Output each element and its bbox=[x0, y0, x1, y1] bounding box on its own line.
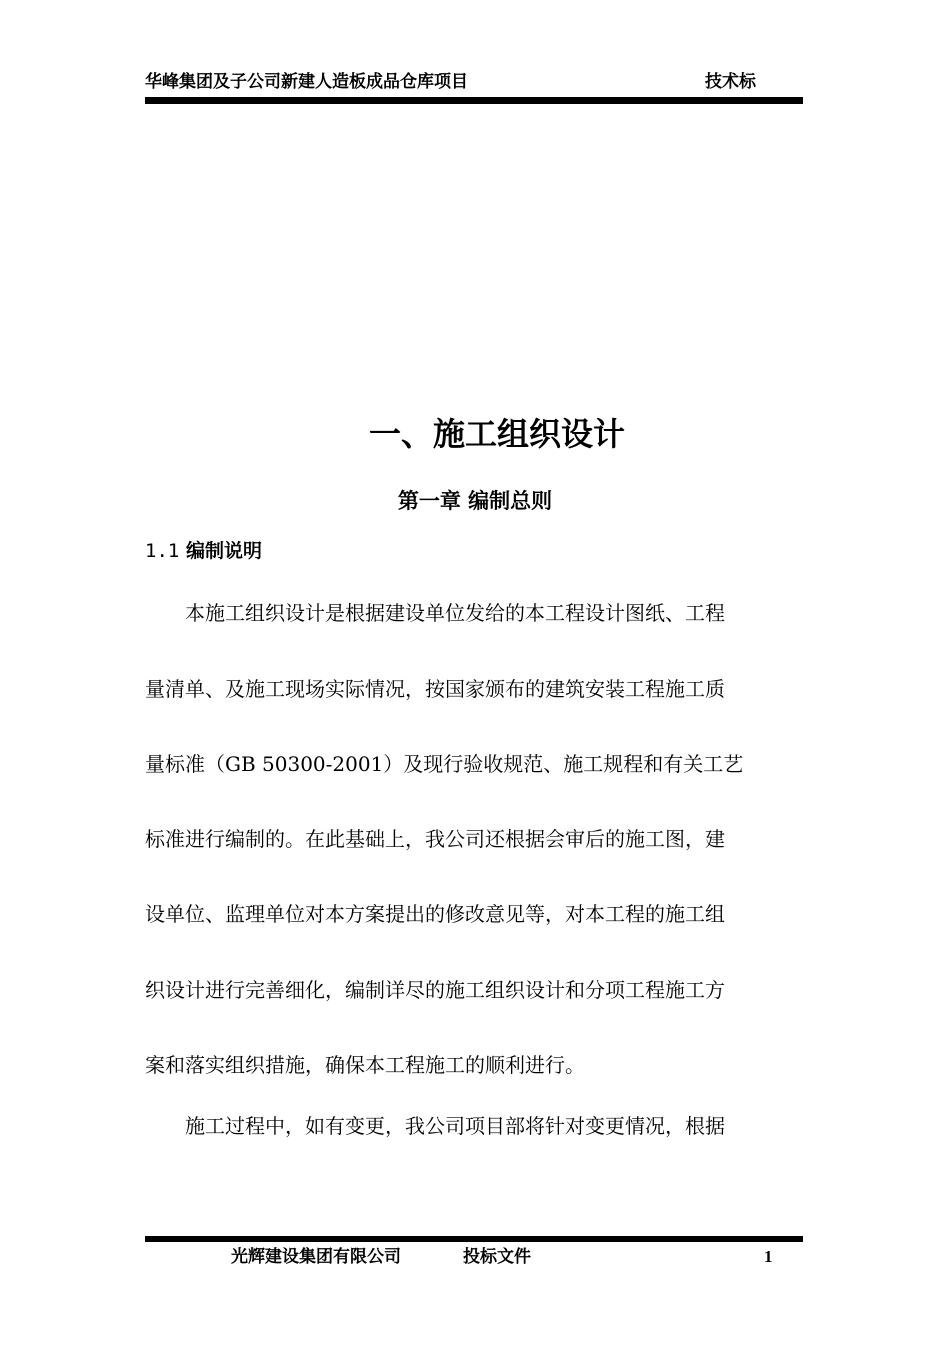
header-project-title: 华峰集团及子公司新建人造板成品仓库项目 bbox=[145, 72, 468, 92]
header-doc-type: 技术标 bbox=[705, 72, 756, 92]
page-number: 1 bbox=[764, 1247, 773, 1266]
body-line: 设单位、监理单位对本方案提出的修改意见等，对本工程的施工组 bbox=[145, 902, 725, 926]
body-line: 量标准（GB 50300-2001）及现行验收规范、施工规程和有关工艺 bbox=[145, 752, 744, 776]
body-line: 本施工组织设计是根据建设单位发给的本工程设计图纸、工程 bbox=[145, 601, 725, 625]
section-number: 1.1 bbox=[145, 540, 180, 562]
body-line: 标准进行编制的。在此基础上，我公司还根据会审后的施工图，建 bbox=[145, 827, 725, 851]
section-heading bbox=[145, 536, 262, 566]
footer-rule bbox=[145, 1236, 803, 1242]
footer-doc-label: 投标文件 bbox=[463, 1247, 531, 1267]
footer-company: 光辉建设集团有限公司 bbox=[231, 1247, 401, 1267]
header-rule bbox=[145, 97, 803, 104]
body-line: 织设计进行完善细化，编制详尽的施工组织设计和分项工程施工方 bbox=[145, 978, 725, 1002]
page-header bbox=[145, 70, 803, 94]
main-title: 一、施工组织设计 bbox=[368, 415, 625, 453]
body-line: 量清单、及施工现场实际情况，按国家颁布的建筑安装工程施工质 bbox=[145, 677, 725, 701]
body-line: 施工过程中，如有变更，我公司项目部将针对变更情况，根据 bbox=[145, 1114, 725, 1138]
chapter-title: 第一章 编制总则 bbox=[397, 489, 553, 513]
body-line: 案和落实组织措施，确保本工程施工的顺利进行。 bbox=[145, 1053, 585, 1077]
section-title: 编制说明 bbox=[185, 540, 262, 562]
